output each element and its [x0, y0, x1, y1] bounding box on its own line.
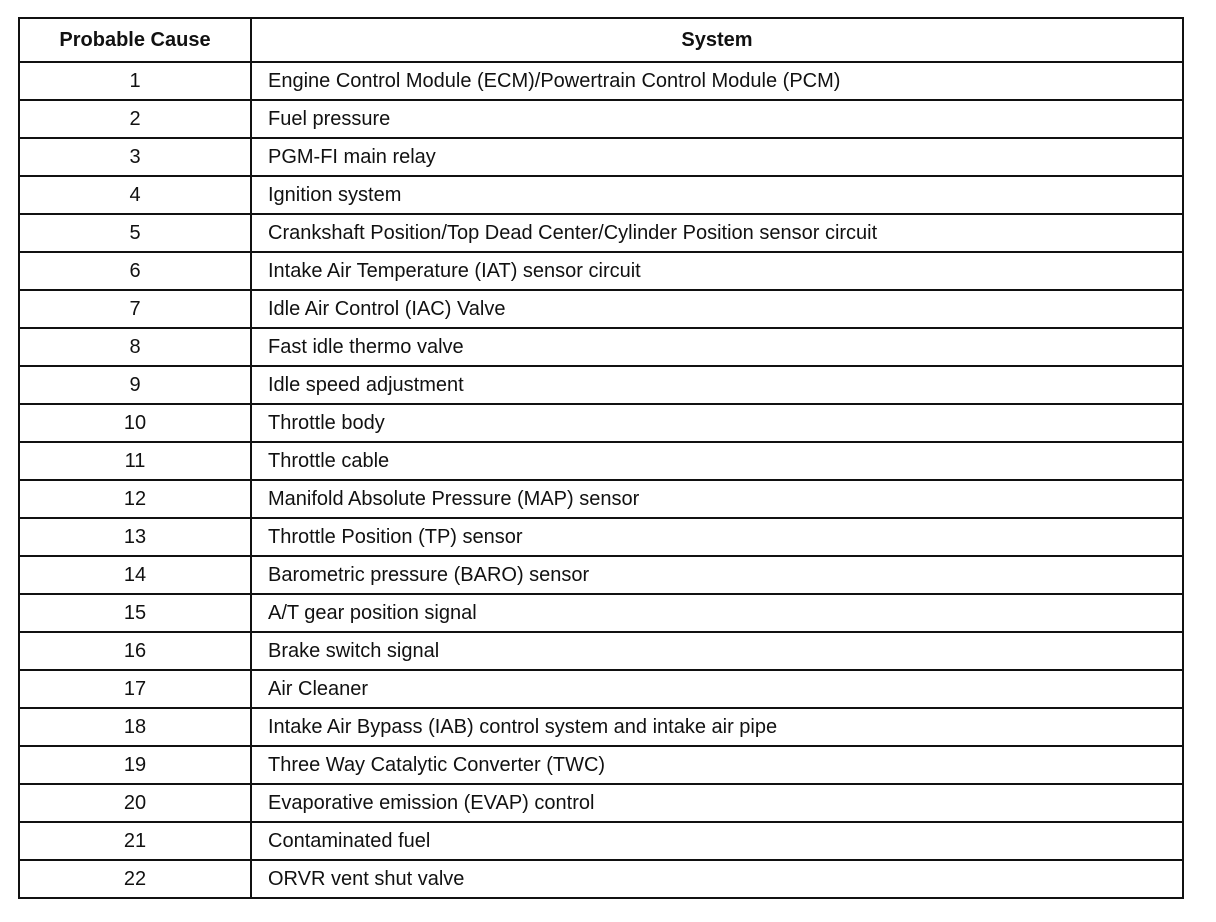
system-name: ORVR vent shut valve — [251, 860, 1183, 898]
system-name: Throttle Position (TP) sensor — [251, 518, 1183, 556]
table-row — [19, 670, 1183, 708]
system-name: Three Way Catalytic Converter (TWC) — [251, 746, 1183, 784]
header-probable-cause: Probable Cause — [19, 18, 251, 62]
probable-cause-number: 20 — [19, 784, 251, 822]
probable-cause-number: 15 — [19, 594, 251, 632]
probable-cause-number: 4 — [19, 176, 251, 214]
table-row — [19, 594, 1183, 632]
system-name: Fuel pressure — [251, 100, 1183, 138]
system-name: Intake Air Bypass (IAB) control system and intake air pipe — [251, 708, 1183, 746]
table-row — [19, 708, 1183, 746]
probable-cause-table-container — [18, 17, 1182, 899]
probable-cause-number: 5 — [19, 214, 251, 252]
table-row — [19, 176, 1183, 214]
table-row — [19, 860, 1183, 898]
table-row — [19, 480, 1183, 518]
table-row — [19, 100, 1183, 138]
probable-cause-number: 3 — [19, 138, 251, 176]
system-name: Air Cleaner — [251, 670, 1183, 708]
table-row — [19, 252, 1183, 290]
system-name: Idle Air Control (IAC) Valve — [251, 290, 1183, 328]
table-row — [19, 746, 1183, 784]
system-name: Crankshaft Position/Top Dead Center/Cylinder Position sensor circuit — [251, 214, 1183, 252]
table-header-row — [19, 18, 1183, 62]
probable-cause-number: 12 — [19, 480, 251, 518]
probable-cause-number: 9 — [19, 366, 251, 404]
system-name: Throttle cable — [251, 442, 1183, 480]
probable-cause-number: 18 — [19, 708, 251, 746]
table-row — [19, 214, 1183, 252]
table-row — [19, 518, 1183, 556]
header-system: System — [251, 18, 1183, 62]
probable-cause-number: 19 — [19, 746, 251, 784]
table-row — [19, 784, 1183, 822]
probable-cause-number: 6 — [19, 252, 251, 290]
probable-cause-number: 16 — [19, 632, 251, 670]
table-row — [19, 328, 1183, 366]
probable-cause-number: 8 — [19, 328, 251, 366]
probable-cause-number: 22 — [19, 860, 251, 898]
system-name: Ignition system — [251, 176, 1183, 214]
probable-cause-number: 2 — [19, 100, 251, 138]
table-row — [19, 62, 1183, 100]
table-body — [19, 62, 1183, 898]
system-name: A/T gear position signal — [251, 594, 1183, 632]
probable-cause-number: 1 — [19, 62, 251, 100]
probable-cause-number: 7 — [19, 290, 251, 328]
table-row — [19, 404, 1183, 442]
system-name: Throttle body — [251, 404, 1183, 442]
system-name: Intake Air Temperature (IAT) sensor circuit — [251, 252, 1183, 290]
probable-cause-number: 11 — [19, 442, 251, 480]
system-name: Brake switch signal — [251, 632, 1183, 670]
probable-cause-number: 10 — [19, 404, 251, 442]
system-name: Contaminated fuel — [251, 822, 1183, 860]
table-row — [19, 290, 1183, 328]
system-name: Manifold Absolute Pressure (MAP) sensor — [251, 480, 1183, 518]
probable-cause-number: 14 — [19, 556, 251, 594]
system-name: Idle speed adjustment — [251, 366, 1183, 404]
probable-cause-number: 13 — [19, 518, 251, 556]
table-row — [19, 442, 1183, 480]
system-name: PGM-FI main relay — [251, 138, 1183, 176]
table-row — [19, 366, 1183, 404]
system-name: Evaporative emission (EVAP) control — [251, 784, 1183, 822]
table-row — [19, 822, 1183, 860]
system-name: Barometric pressure (BARO) sensor — [251, 556, 1183, 594]
table-row — [19, 138, 1183, 176]
probable-cause-number: 21 — [19, 822, 251, 860]
table-row — [19, 556, 1183, 594]
probable-cause-table — [18, 17, 1184, 899]
probable-cause-number: 17 — [19, 670, 251, 708]
system-name: Fast idle thermo valve — [251, 328, 1183, 366]
system-name: Engine Control Module (ECM)/Powertrain Control Module (PCM) — [251, 62, 1183, 100]
table-row — [19, 632, 1183, 670]
